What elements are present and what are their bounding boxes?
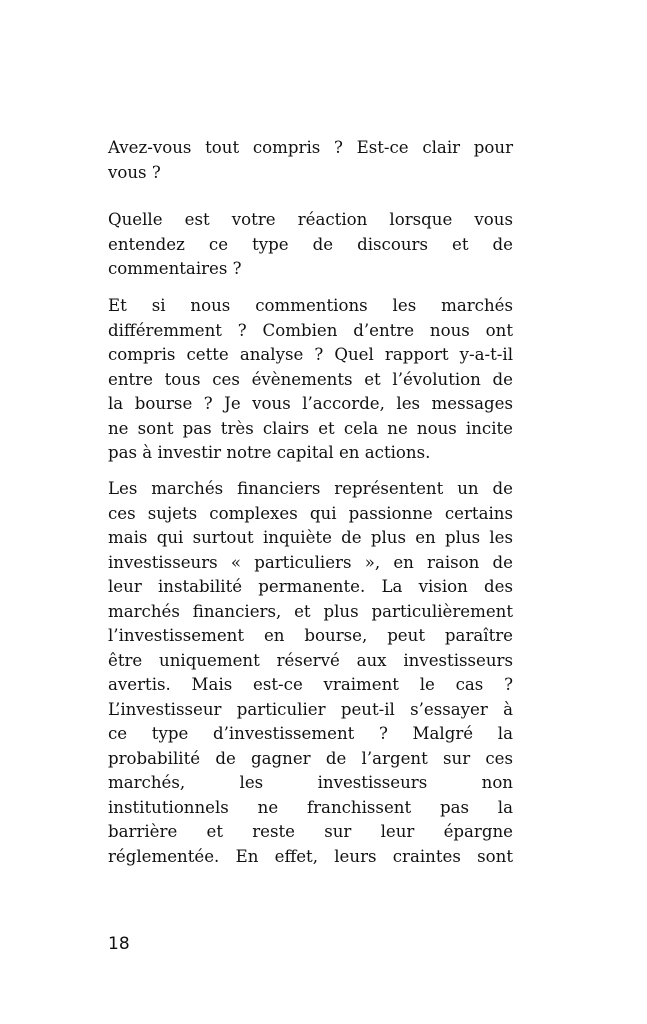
text-line: institutionnels ne franchissent pas la — [108, 797, 513, 817]
text-line: être uniquement réservé aux investisseurs — [108, 650, 513, 670]
text-line: vous ? — [108, 162, 161, 182]
text-line: leur instabilité permanente. La vision des — [108, 577, 513, 596]
paragraph-1 — [108, 136, 513, 185]
text-line: entendez ce type de discours et de — [108, 234, 513, 254]
text-line: L’investisseur particulier peut-il s’essayer à — [108, 699, 513, 719]
text-line: Quelle est votre réaction lorsque vous — [108, 210, 513, 229]
paragraph-3 — [108, 294, 513, 466]
page-number: 18 — [108, 934, 130, 954]
text-line: barrière et reste sur leur épargne — [108, 822, 513, 841]
text-line: investisseurs « particuliers », en raison de — [108, 552, 513, 572]
text-line: réglementée. En effet, leurs craintes sont — [108, 846, 513, 866]
text-line: marchés financiers, et plus particulièrement — [108, 601, 513, 621]
paragraph-4 — [108, 477, 513, 869]
text-line: ce type d’investissement ? Malgré la — [108, 724, 513, 743]
text-line: avertis. Mais est-ce vraiment le cas ? — [108, 675, 513, 694]
text-line: entre tous ces évènements et l’évolution de — [108, 369, 513, 389]
text-line: Les marchés financiers représentent un de — [108, 479, 513, 498]
text-line: ne sont pas très clairs et cela ne nous incite — [108, 418, 513, 438]
text-line: Avez-vous tout compris ? Est-ce clair pour — [108, 138, 513, 157]
text-line: commentaires ? — [108, 259, 242, 278]
text-line: ces sujets complexes qui passionne certains — [108, 503, 513, 523]
text-line: la bourse ? Je vous l’accorde, les messages — [108, 394, 513, 413]
text-line: mais qui surtout inquiète de plus en plus les — [108, 528, 513, 547]
text-line: pas à investir notre capital en actions. — [108, 443, 431, 462]
text-line: compris cette analyse ? Quel rapport y-a-t-il — [108, 345, 513, 364]
text-line: marchés, les investisseurs non — [108, 773, 513, 792]
text-line: Et si nous commentions les marchés — [108, 296, 513, 315]
text-line: probabilité de gagner de l’argent sur ces — [108, 748, 513, 768]
paragraph-2 — [108, 208, 513, 282]
text-line: différemment ? Combien d’entre nous ont — [108, 320, 513, 340]
text-line: l’investissement en bourse, peut paraître — [108, 626, 513, 645]
